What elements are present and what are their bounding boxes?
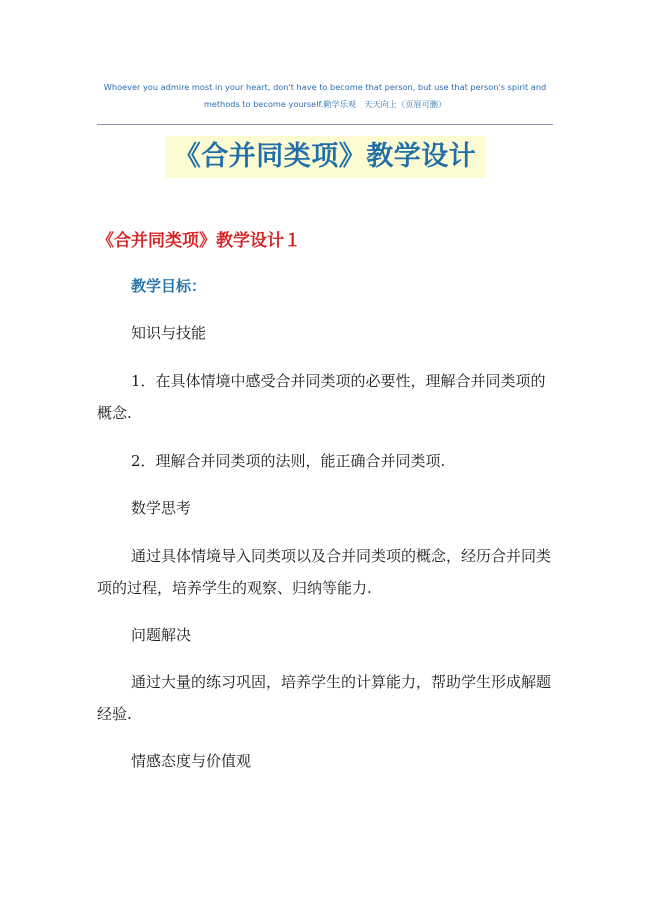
paragraph-text: 通过具体情境导入同类项以及合并同类项的概念，经历合并同类项的过程，培养学生的观察、归纳等能力. bbox=[97, 547, 552, 597]
paragraph-text: 情感态度与价值观 bbox=[131, 752, 252, 770]
section-heading: 《合并同类项》教学设计１ bbox=[97, 231, 301, 251]
paragraph-knowledge-skills bbox=[97, 317, 557, 349]
paragraph-emotions-values bbox=[97, 745, 557, 777]
paragraph-math-thinking-detail bbox=[97, 540, 557, 604]
paragraph-text: 知识与技能 bbox=[131, 324, 207, 342]
paragraph-objective-1 bbox=[97, 365, 557, 429]
paragraph-problem-solving bbox=[97, 619, 557, 651]
header-divider bbox=[97, 124, 553, 125]
paragraph-text: 2．理解合并同类项的法则，能正确合并同类项. bbox=[131, 452, 446, 470]
paragraph-text: 数学思考 bbox=[131, 499, 192, 517]
paragraph-math-thinking bbox=[97, 492, 557, 524]
header-quote: Whoever you admire most in your heart, don't have to become that person, but use that person's spirit and methods to become yourself.勤学乐观 天天向上（页眉可删） bbox=[103, 82, 547, 109]
teaching-objectives-heading: 教学目标： bbox=[131, 277, 207, 295]
paragraph-text: 1．在具体情境中感受合并同类项的必要性，理解合并同类项的概念. bbox=[97, 372, 546, 422]
document-title: 《合并同类项》教学设计 bbox=[165, 136, 485, 178]
paragraph-text: 问题解决 bbox=[131, 626, 192, 644]
paragraph-objective-2 bbox=[97, 445, 557, 477]
paragraph-problem-solving-detail bbox=[97, 666, 557, 730]
paragraph-text: 通过大量的练习巩固，培养学生的计算能力，帮助学生形成解题经验. bbox=[97, 673, 552, 723]
